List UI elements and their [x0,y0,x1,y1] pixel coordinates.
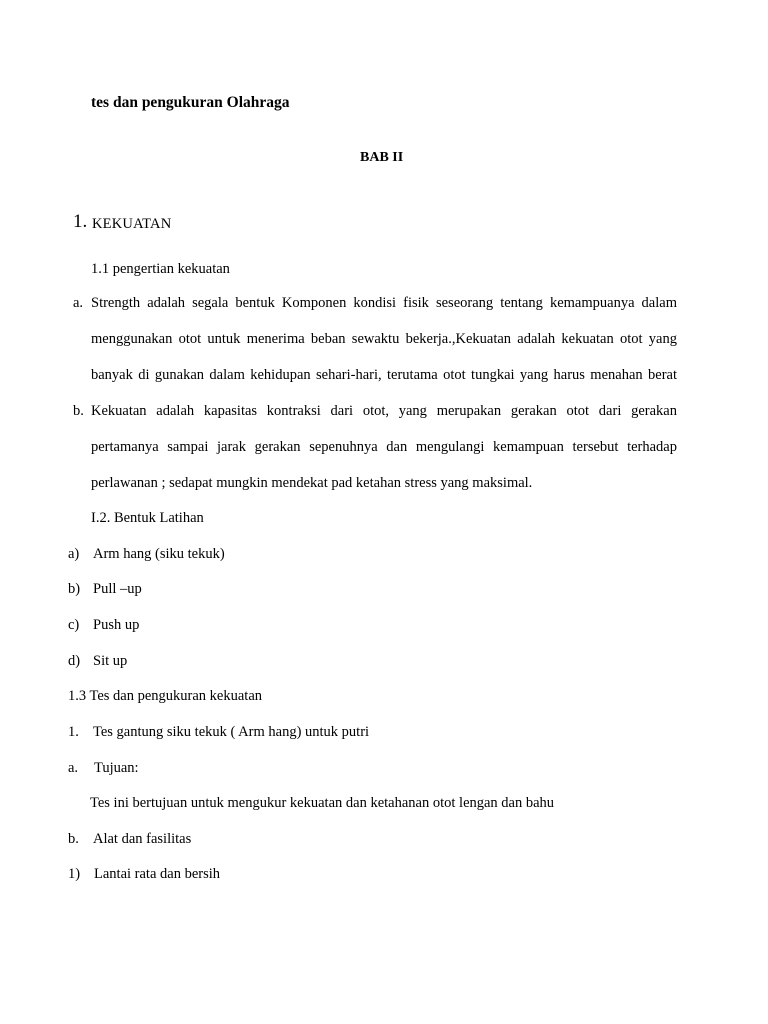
alat-item: Lantai rata dan bersih [94,866,221,882]
chapter-heading: BAB II [360,150,404,165]
exercise-marker: d) [68,653,81,669]
alat-item-marker: 1) [68,866,81,882]
paragraph-a-line-2: menggunakan otot untuk menerima beban sewaktu bekerja.,Kekuatan adalah kekuatan otot yang [91,331,677,347]
exercise-item: Arm hang (siku tekuk) [93,546,225,562]
test-1-marker: 1. [68,724,79,740]
subsection-heading-1-1: 1.1 pengertian kekuatan [91,261,230,277]
document-title: tes dan pengukuran Olahraga [91,94,290,111]
test-1-title: Tes gantung siku tekuk ( Arm hang) untuk putri [93,724,370,740]
paragraph-b-line-2: pertamanya sampai jarak gerakan sepenuhnya dan mengulangi kemampuan tersebut terhadap [91,439,677,455]
paragraph-b-marker: b. [73,403,84,419]
tujuan-heading: Tujuan: [94,760,139,776]
section-title: KEKUATAN [92,216,172,232]
alat-marker: b. [68,831,79,847]
subsection-heading-1-2: I.2. Bentuk Latihan [91,510,204,526]
exercise-item: Sit up [93,653,128,669]
exercise-item: Pull –up [93,581,142,597]
paragraph-b-line-1: Kekuatan adalah kapasitas kontraksi dari otot, yang merupakan gerakan otot dari gerakan [91,403,677,419]
alat-heading: Alat dan fasilitas [93,831,192,847]
paragraph-a-line-3: banyak di gunakan dalam kehidupan sehari-hari, terutama otot tungkai yang harus menahan berat [91,367,677,383]
subsection-heading-1-3: 1.3 Tes dan pengukuran kekuatan [68,688,263,704]
exercise-marker: a) [68,546,80,562]
section-number: 1. [73,211,88,232]
exercise-marker: c) [68,617,80,633]
exercise-item: Push up [93,617,140,633]
tujuan-marker: a. [68,760,79,776]
tujuan-description: Tes ini bertujuan untuk mengukur kekuatan dan ketahanan otot lengan dan bahu [90,795,555,811]
paragraph-a-marker: a. [73,295,84,311]
paragraph-b-line-3: perlawanan ; sedapat mungkin mendekat pad ketahan stress yang maksimal. [91,475,533,491]
exercise-marker: b) [68,581,81,597]
paragraph-a-line-1: Strength adalah segala bentuk Komponen kondisi fisik seseorang tentang kemampuanya dalam [91,295,677,311]
